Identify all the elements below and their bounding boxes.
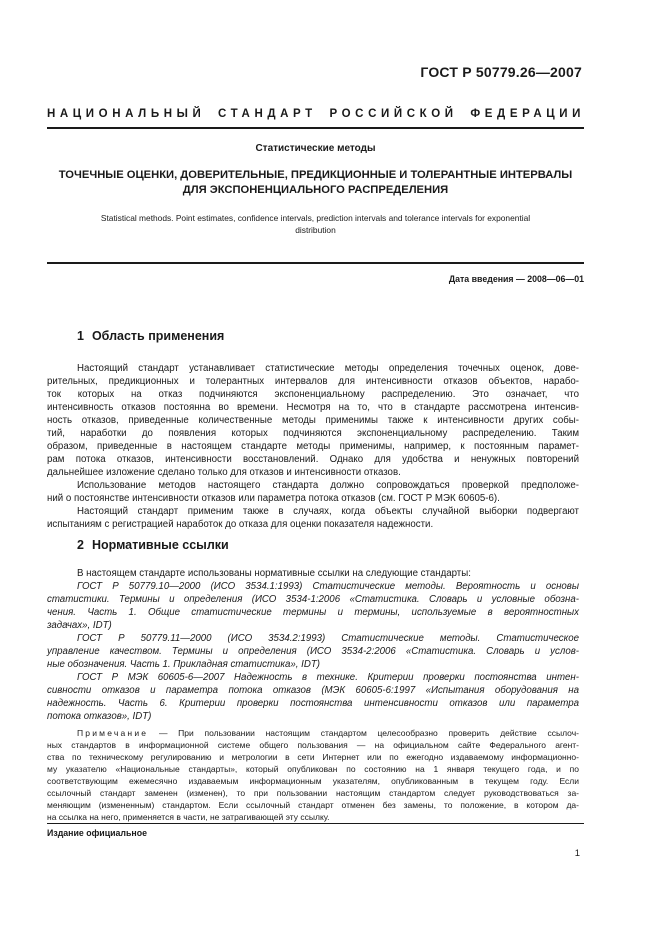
english-title-line-2: distribution: [295, 225, 336, 235]
english-title-line-1: Statistical methods. Point estimates, confidence intervals, prediction intervals and tolerance intervals for exponential: [100, 213, 531, 223]
s2-line-11: надежность. Часть 6. Критерии проверки постоянства интенсивности отказов или параметра: [47, 698, 579, 709]
main-title-line-1: ТОЧЕЧНЫЕ ОЦЕНКИ, ДОВЕРИТЕЛЬНЫЕ, ПРЕДИКЦИОННЫЕ И ТОЛЕРАНТНЫЕ ИНТЕРВАЛЫ: [58, 169, 573, 181]
main-title-line-2: ДЛЯ ЭКСПОНЕНЦИАЛЬНОГО РАСПРЕДЕЛЕНИЯ: [182, 184, 449, 196]
s1-line-9: дальнейшее изложение сделано только для отказов и интенсивности отказов.: [47, 467, 401, 478]
note-label: Примечание: [77, 728, 149, 738]
s2-line-9: ГОСТ Р МЭК 60605-6—2007 Надежность в технике. Критерии проверки постоянства интен-: [77, 672, 579, 683]
s1-line-2: рительных, предикционных и толерантных интервалов для интенсивности отказов объектов, нарабо-: [47, 376, 579, 387]
footer-rule: [47, 823, 584, 824]
note-line-7: меняющим (измененным) стандартом. Если ссылочный стандарт отменен без замены, то положение, в котором да-: [47, 800, 579, 810]
document-code: ГОСТ Р 50779.26—2007: [420, 64, 582, 80]
main-title: [47, 168, 584, 198]
s1-line-10: Использование методов настоящего стандарта должно сопровождаться проверкой предположе-: [77, 480, 579, 491]
page-number: 1: [574, 848, 580, 859]
s2-line-7: управление качеством. Термины и определения (ИСО 3534-2:2006 «Статистика. Словарь и услов-: [47, 646, 579, 657]
s1-line-6: тий, наработки до появления которых подчиняются экспоненциальному распределению. Таким: [47, 428, 579, 439]
s1-line-12: Настоящий стандарт применим также в случаях, когда объекты случайной выборки подвергают: [77, 506, 579, 517]
s1-line-13: испытаниям с регистрацией наработок до отказа для оценки показателя надежности.: [47, 519, 434, 530]
note-line-6: ссылочный стандарт заменен (изменен), то при пользовании настоящим стандартом следует руководствоваться за-: [47, 788, 579, 798]
header-rule: [47, 127, 584, 129]
section-2-heading: [77, 538, 237, 552]
s2-line-2: ГОСТ Р 50779.10—2000 (ИСО 3534.1:1993) Статистические методы. Вероятность и основы: [77, 581, 579, 592]
s2-line-8: ные обозначения. Часть 1. Прикладная статистика», IDT): [47, 659, 320, 670]
note-line-2: ных стандартов в информационной системе общего пользования — на официальном сайте Федерального агент-: [47, 740, 579, 750]
s2-line-5: задачах», IDT): [47, 620, 112, 631]
title-rule: [47, 262, 584, 264]
s1-line-1: Настоящий стандарт устанавливает статистические методы определения точечных оценок, дове-: [77, 363, 579, 374]
note-line-8: на ссылка на него, применяется в части, не затрагивающей эту ссылку.: [47, 812, 330, 822]
section-2-title: Нормативные ссылки: [91, 538, 229, 552]
section-2-number: 2: [77, 538, 84, 552]
english-title: [47, 212, 584, 236]
edition-label: Издание официальное: [47, 828, 147, 838]
s1-line-11: ний о постоянстве интенсивности отказов или параметра потока отказов (см. ГОСТ Р МЭК 60605-6).: [47, 493, 500, 504]
s1-line-5: ность отказов, приведенные количественные методы применимы также к интенсивности других собы-: [47, 415, 579, 426]
s1-line-4: интенсивность отказов постоянна во времени. Несмотря на то, что в стандарте рассмотрена интенсив-: [47, 402, 579, 413]
s2-line-4: чения. Часть 1. Общие статистические термины и термины, используемые в вероятностных: [47, 607, 579, 618]
note-line-1-text: — При пользовании настоящим стандартом целесообразно проверить действие ссылоч-: [158, 728, 579, 738]
s2-line-10: сивности отказов и параметра потока отказов (МЭК 60605-6:1997 «Испытания оборудования на: [47, 685, 579, 696]
s1-line-8: рам потока отказов, интенсивности восстановлений. Однако для удобства и ненужных повторений: [47, 454, 579, 465]
intro-date: Дата введения — 2008—06—01: [448, 274, 584, 284]
note-line-5: соответствующим ежемесячно издаваемым информационным указателям, опубликованным в текущем году. Если: [47, 776, 579, 786]
s2-line-6: ГОСТ Р 50779.11—2000 (ИСО 3534.2:1993) Статистические методы. Статистическое: [77, 633, 579, 644]
national-standard-heading: НАЦИОНАЛЬНЫЙ СТАНДАРТ РОССИЙСКОЙ ФЕДЕРАЦИИ: [47, 108, 585, 120]
section-1-heading: [77, 329, 232, 343]
s1-line-3: ток которых на отказ подчиняются экспоненциальному распределению. Это означает, что: [47, 389, 579, 400]
section-1-number: 1: [77, 329, 84, 343]
s2-line-3: статистики. Термины и определения (ИСО 3534-1:2006 «Статистика. Словарь и условные обозна-: [47, 594, 579, 605]
s1-line-7: образом, приведенные в настоящем стандарте методы применимы, например, к постоянным парамет-: [47, 441, 579, 452]
series-title: Статистические методы: [255, 143, 376, 154]
note-line-4: му указателю «Национальные стандарты», который опубликован по состоянию на 1 января текущего года, и по: [47, 764, 579, 774]
note-line-1: [77, 727, 579, 739]
s2-line-12: потока отказов», IDT): [47, 711, 152, 722]
s2-line-1: В настоящем стандарте использованы нормативные ссылки на следующие стандарты:: [77, 568, 471, 579]
note-line-3: ства по техническому регулированию и метрологии в сети Интернет или по ежегодно издаваемому информационно-: [47, 752, 579, 762]
section-1-title: Область применения: [91, 329, 225, 343]
